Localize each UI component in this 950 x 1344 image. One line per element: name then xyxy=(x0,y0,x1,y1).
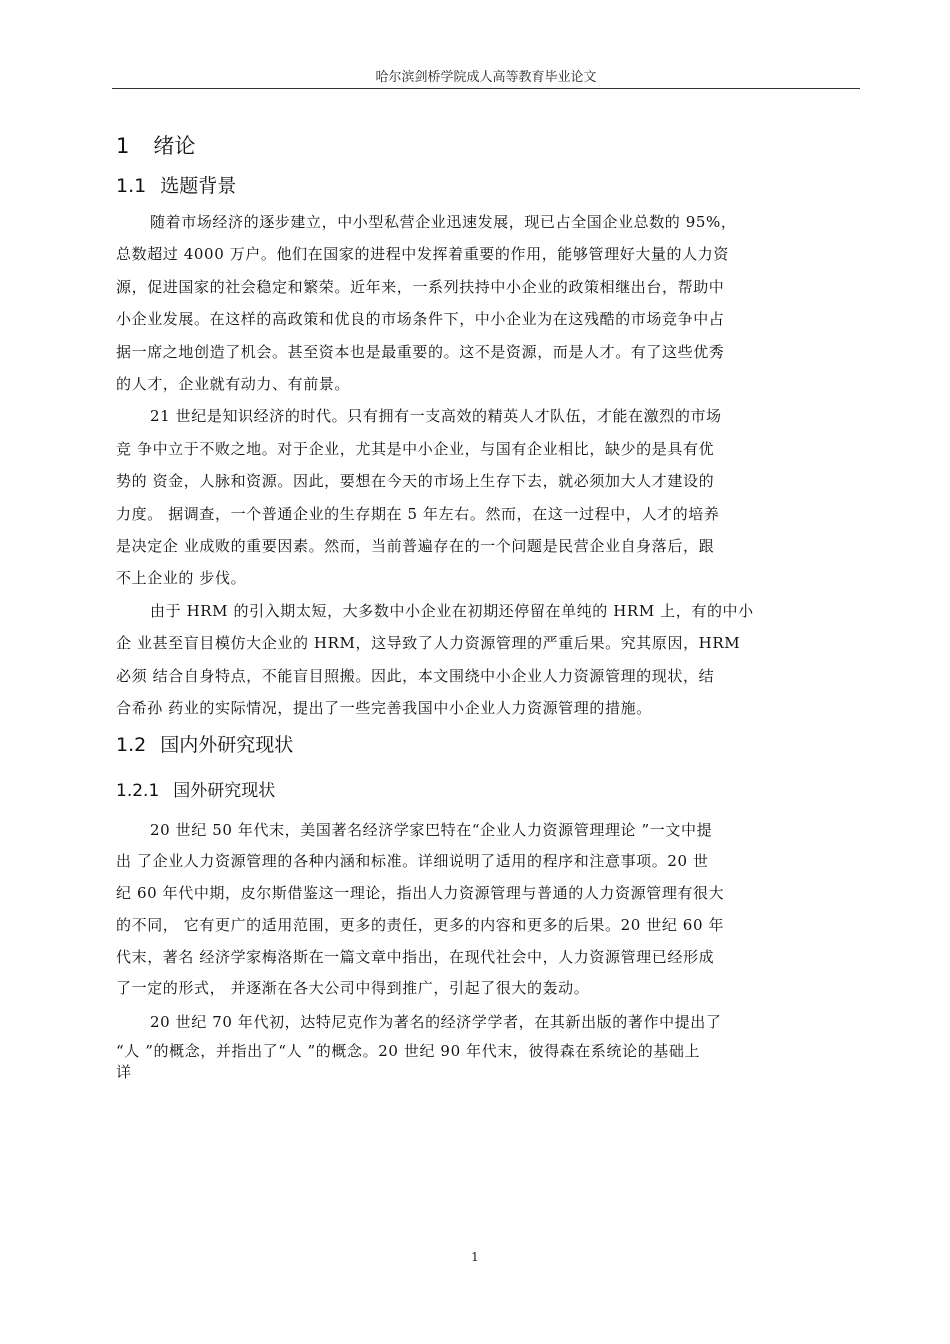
text-line: 随着市场经济的逐步建立，中小型私营企业迅速发展，现已占全国企业总数的 95%， xyxy=(150,213,737,231)
text-line: 是决定企 业成败的重要因素。然而，当前普遍存在的一个问题是民营企业自身落后，跟 xyxy=(116,537,715,556)
text-line: 据一席之地创造了机会。甚至资本也是最重要的。这不是资源，而是人才。有了这些优秀 xyxy=(116,342,725,361)
paragraph xyxy=(116,595,858,725)
text-line: 20 世纪 70 年代初，达特尼克作为著名的经济学学者，在其新出版的著作中提出了 xyxy=(150,1013,722,1032)
chapter-number: 1 xyxy=(116,134,130,158)
paragraph xyxy=(116,815,858,1006)
text-line: 由于 HRM 的引入期太短，大多数中小企业在初期还停留在单纯的 HRM 上，有的中小 xyxy=(150,601,754,620)
page-content xyxy=(116,118,858,1081)
text-line: 必须 结合自身特点，不能盲目照搬。因此，本文围绕中小企业人力资源管理的现状，结 xyxy=(116,666,715,685)
text-line: 源，促进国家的社会稳定和繁荣。近年来，一系列扶持中小企业的政策相继出台，帮助中 xyxy=(116,277,725,296)
chapter-title: 绪论 xyxy=(153,134,196,158)
text-line: 了一定的形式， 并逐渐在各大公司中得到推广，引起了很大的轰动。 xyxy=(116,979,590,998)
text-line: 20 世纪 50 年代末，美国著名经济学家巴特在“企业人力资源管理理论 ”一文中提 xyxy=(150,820,713,839)
section-number: 1.2 xyxy=(116,733,147,756)
text-line: 小企业发展。在这样的高政策和优良的市场条件下，中小企业为在这残酷的市场竞争中占 xyxy=(116,310,725,329)
section-heading-1-2 xyxy=(116,725,858,765)
text-line: 详 xyxy=(116,1063,132,1082)
text-line: 21 世纪是知识经济的时代。只有拥有一支高效的精英人才队伍，才能在激烈的市场 xyxy=(150,407,722,426)
section-title: 选题背景 xyxy=(160,175,237,197)
text-line: 力度。 据调查，一个普通企业的生存期在 5 年左右。然而，在这一过程中，人才的培养 xyxy=(116,504,720,523)
running-header: 哈尔滨剑桥学院成人高等教育毕业论文 xyxy=(375,70,597,85)
text-line: 合希孙 药业的实际情况，提出了一些完善我国中小企业人力资源管理的措施。 xyxy=(116,699,652,718)
text-line: 势的 资金，人脉和资源。因此，要想在今天的市场上生存下去，就必须加大人才建设的 xyxy=(116,472,715,491)
section-heading-1-1 xyxy=(116,166,858,206)
text-line: “人 ”的概念，并指出了“人 ”的概念。20 世纪 90 年代末，彼得森在系统论的基础上 xyxy=(116,1042,701,1061)
paragraph xyxy=(116,400,858,594)
text-line: 代末，著名 经济学家梅洛斯在一篇文章中指出，在现代社会中，人力资源管理已经形成 xyxy=(116,947,715,966)
chapter-heading xyxy=(116,126,858,166)
text-line: 企 业甚至盲目模仿大企业的 HRM，这导致了人力资源管理的严重后果。究其原因，HRM xyxy=(116,634,741,653)
text-line: 竞 争中立于不败之地。对于企业，尤其是中小企业，与国有企业相比，缺少的是具有优 xyxy=(116,439,715,458)
page-number: 1 xyxy=(471,1250,479,1264)
text-line: 的不同， 它有更广的适用范围，更多的责任，更多的内容和更多的后果。20 世纪 60 年 xyxy=(116,915,725,934)
subsection-number: 1.2.1 xyxy=(116,780,160,801)
text-line: 出 了企业人力资源管理的各种内涵和标准。详细说明了适用的程序和注意事项。20 世 xyxy=(116,852,709,871)
text-line: 的人才，企业就有动力、有前景。 xyxy=(116,375,351,394)
text-line: 总数超过 4000 万户。他们在国家的进程中发挥着重要的作用，能够管理好大量的人力资 xyxy=(116,245,729,264)
subsection-title: 国外研究现状 xyxy=(173,780,276,801)
paragraph xyxy=(116,206,858,400)
header-rule xyxy=(112,88,860,89)
paragraph xyxy=(116,1007,858,1081)
subsection-heading-1-2-1 xyxy=(116,771,858,811)
text-line: 纪 60 年代中期，皮尔斯借鉴这一理论，指出人力资源管理与普通的人力资源管理有很大 xyxy=(116,884,725,903)
text-line: 不上企业的 步伐。 xyxy=(116,569,247,588)
section-title: 国内外研究现状 xyxy=(160,733,294,756)
section-number: 1.1 xyxy=(116,175,147,197)
